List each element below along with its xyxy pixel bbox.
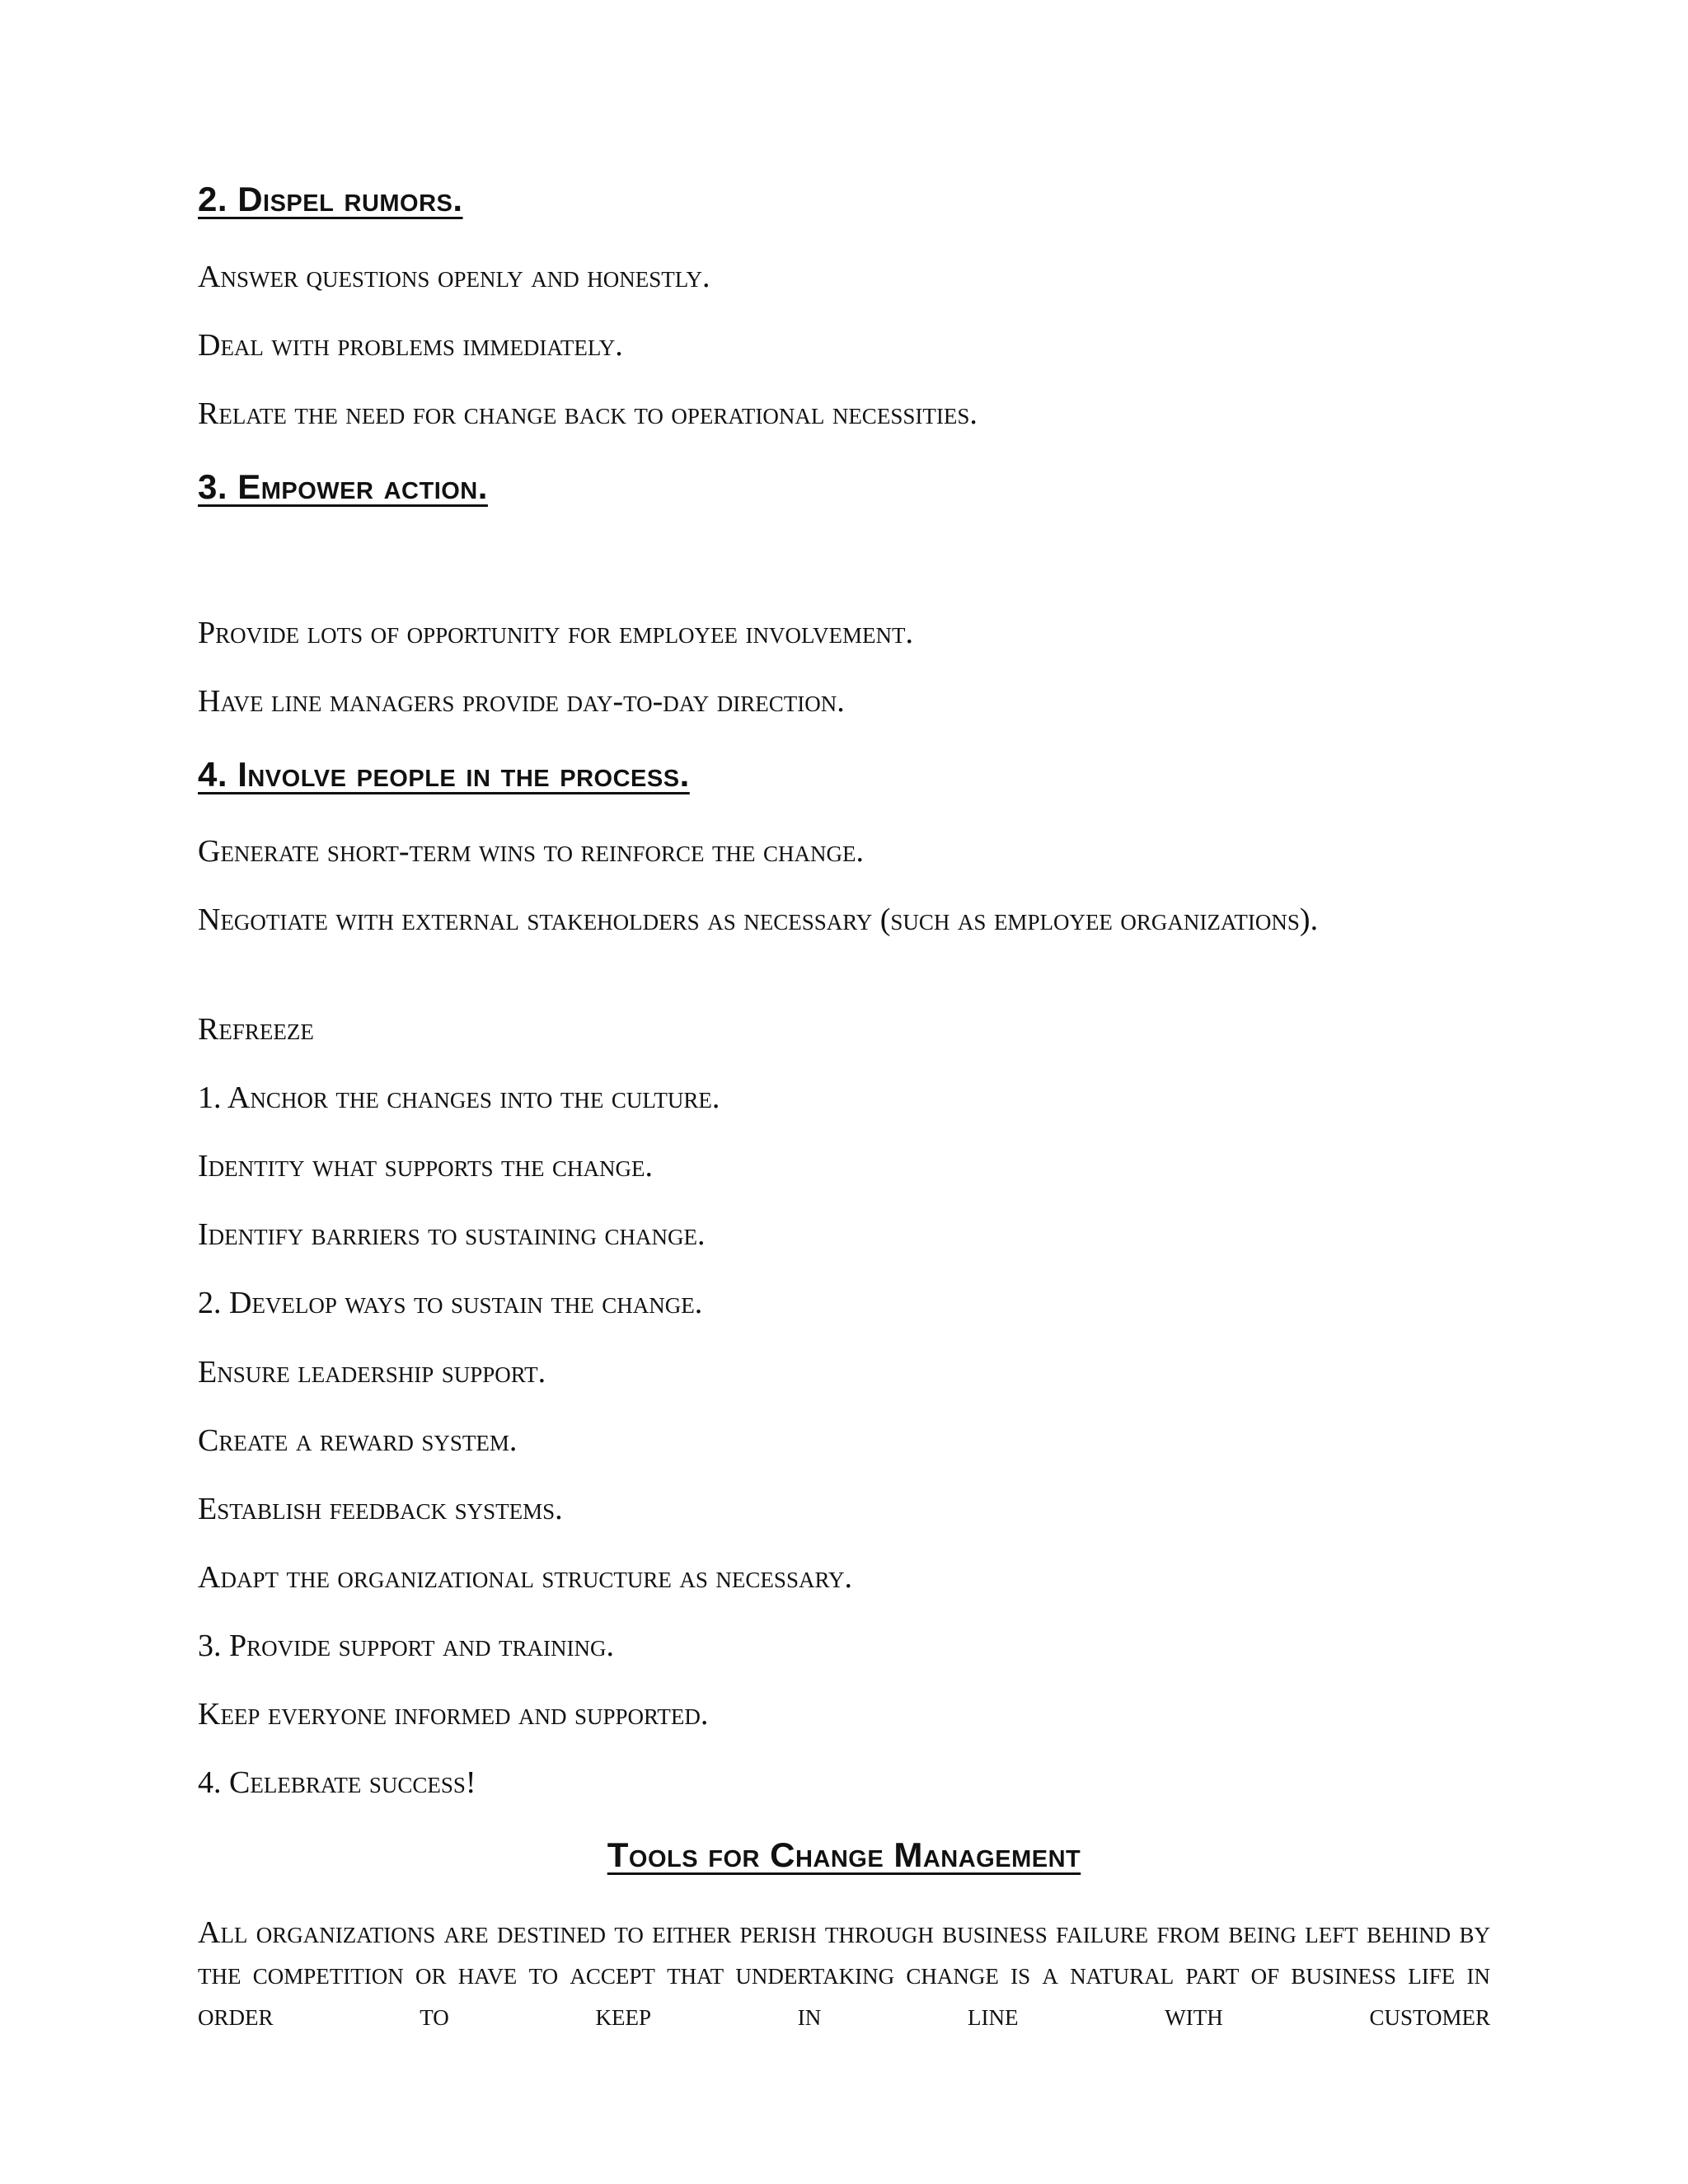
line-feedback-systems: Establish feedback systems. xyxy=(198,1492,563,1526)
heading-dispel-rumors: 2. Dispel rumors. xyxy=(198,180,463,218)
line-identify-barriers: Identify barriers to sustaining change. xyxy=(198,1217,706,1252)
line-anchor-changes: 1. Anchor the changes into the culture. xyxy=(198,1080,720,1115)
line-provide-opportunity: Provide lots of opportunity for employee involvement. xyxy=(198,616,914,650)
paragraph-organizations: All organizations are destined to either perish through business failure from being left behind by the competition or have to accept that undertaking change is a natural part of business life in order to keep in line with customer xyxy=(198,1915,1490,2032)
line-negotiate-stakeholders: Negotiate with external stakeholders as necessary (such as employee organizations). xyxy=(198,902,1319,937)
line-leadership-support: Ensure leadership support. xyxy=(198,1355,546,1390)
line-reward-system: Create a reward system. xyxy=(198,1423,518,1458)
line-adapt-structure: Adapt the organizational structure as necessary. xyxy=(198,1560,852,1595)
heading-involve-people: 4. Involve people in the process. xyxy=(198,755,690,794)
line-answer-questions: Answer questions openly and honestly. xyxy=(198,260,710,294)
document-page xyxy=(198,0,1490,2184)
line-line-managers: Have line managers provide day-to-day direction. xyxy=(198,684,845,719)
line-relate-need: Relate the need for change back to operational necessities. xyxy=(198,396,978,431)
line-refreeze: Refreeze xyxy=(198,1012,314,1047)
heading-tools-change-management: Tools for Change Management xyxy=(607,1835,1081,1874)
line-deal-with-problems: Deal with problems immediately. xyxy=(198,328,623,363)
line-keep-informed: Keep everyone informed and supported. xyxy=(198,1697,709,1732)
line-short-term-wins: Generate short-term wins to reinforce the change. xyxy=(198,834,864,869)
line-support-training: 3. Provide support and training. xyxy=(198,1629,615,1663)
line-celebrate-success: 4. Celebrate success! xyxy=(198,1765,476,1800)
heading-empower-action: 3. Empower action. xyxy=(198,467,488,506)
line-develop-ways: 2. Develop ways to sustain the change. xyxy=(198,1286,703,1320)
line-identity-supports: Identity what supports the change. xyxy=(198,1149,654,1183)
